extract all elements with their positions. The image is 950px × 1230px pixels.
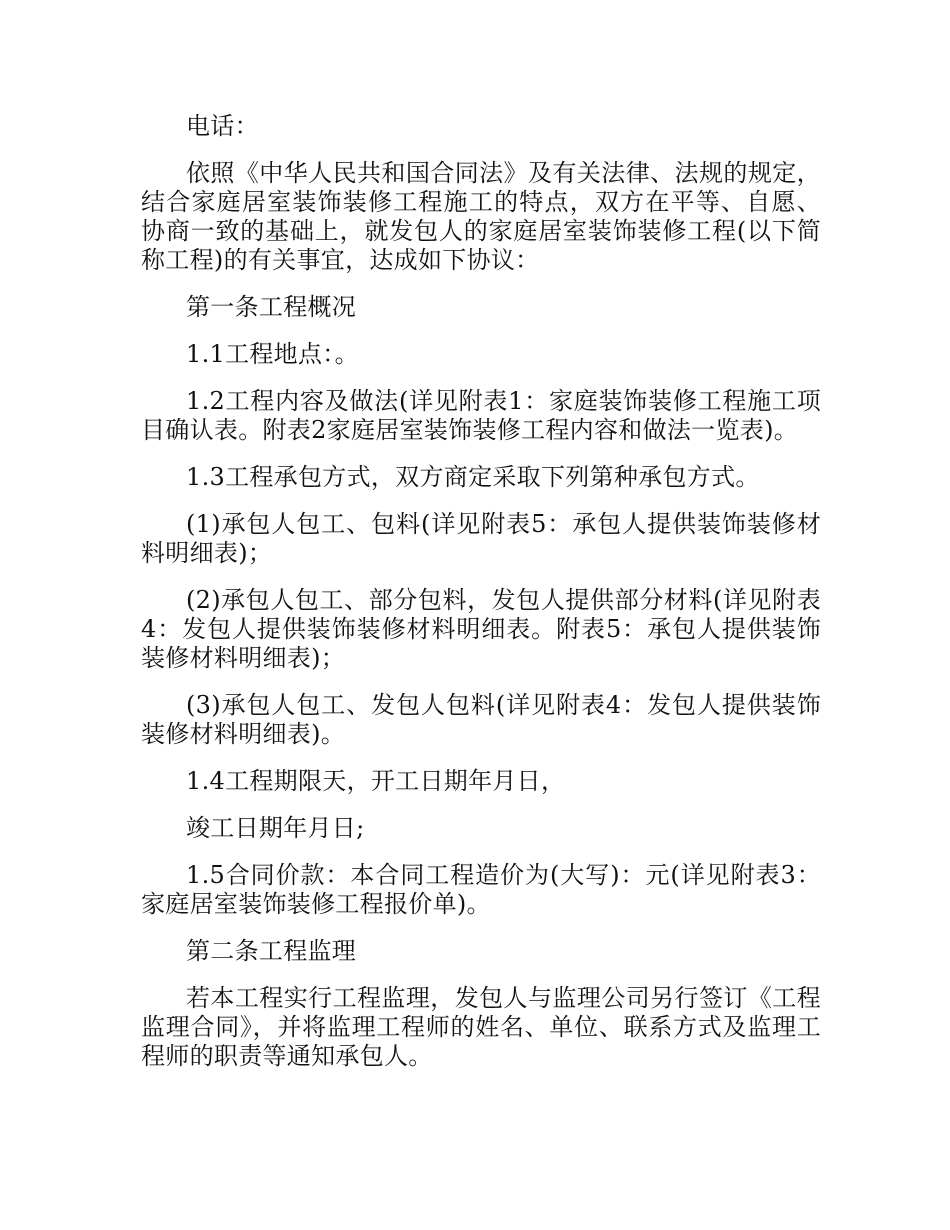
clause-1-3-option-1: (1)承包人包工、包料(详见附表5：承包人提供装饰装修材料明细表)； [141, 510, 821, 567]
clause-1-3-option-2: (2)承包人包工、部分包料，发包人提供部分材料(详见附表4：发包人提供装饰装修材料明细表。附表5：承包人提供装饰装修材料明细表)； [141, 586, 821, 672]
clause-1-4-start: 1.4工程期限天，开工日期年月日， [186, 767, 566, 795]
clause-1-2: 1.2工程内容及做法(详见附表1：家庭装饰装修工程施工项目确认表。附表2家庭居室装饰装修工程内容和做法一览表)。 [141, 387, 821, 444]
clause-1-3: 1.3工程承包方式，双方商定采取下列第种承包方式。 [186, 463, 760, 491]
clause-1-4-completion: 竣工日期年月日; [186, 814, 365, 842]
supervision-paragraph: 若本工程实行工程监理，发包人与监理公司另行签订《工程监理合同》，并将监理工程师的姓名、单位、联系方式及监理工程师的职责等通知承包人。 [141, 984, 821, 1070]
clause-1-3-option-3: (3)承包人包工、发包人包料(详见附表4：发包人提供装饰装修材料明细表)。 [141, 691, 821, 748]
preamble-paragraph: 依照《中华人民共和国合同法》及有关法律、法规的规定，结合家庭居室装饰装修工程施工的特点，双方在平等、自愿、协商一致的基础上，就发包人的家庭居室装饰装修工程(以下简称工程)的有关事宜，达成如下协议： [141, 159, 821, 274]
section-heading-1: 第一条工程概况 [186, 293, 357, 321]
phone-line: 电话： [186, 112, 259, 140]
clause-1-5: 1.5合同价款：本合同工程造价为(大写)：元(详见附表3：家庭居室装饰装修工程报价单)。 [141, 861, 821, 918]
document-body [141, 112, 821, 1089]
section-heading-2: 第二条工程监理 [186, 937, 357, 965]
clause-1-1: 1.1工程地点：。 [186, 340, 359, 368]
